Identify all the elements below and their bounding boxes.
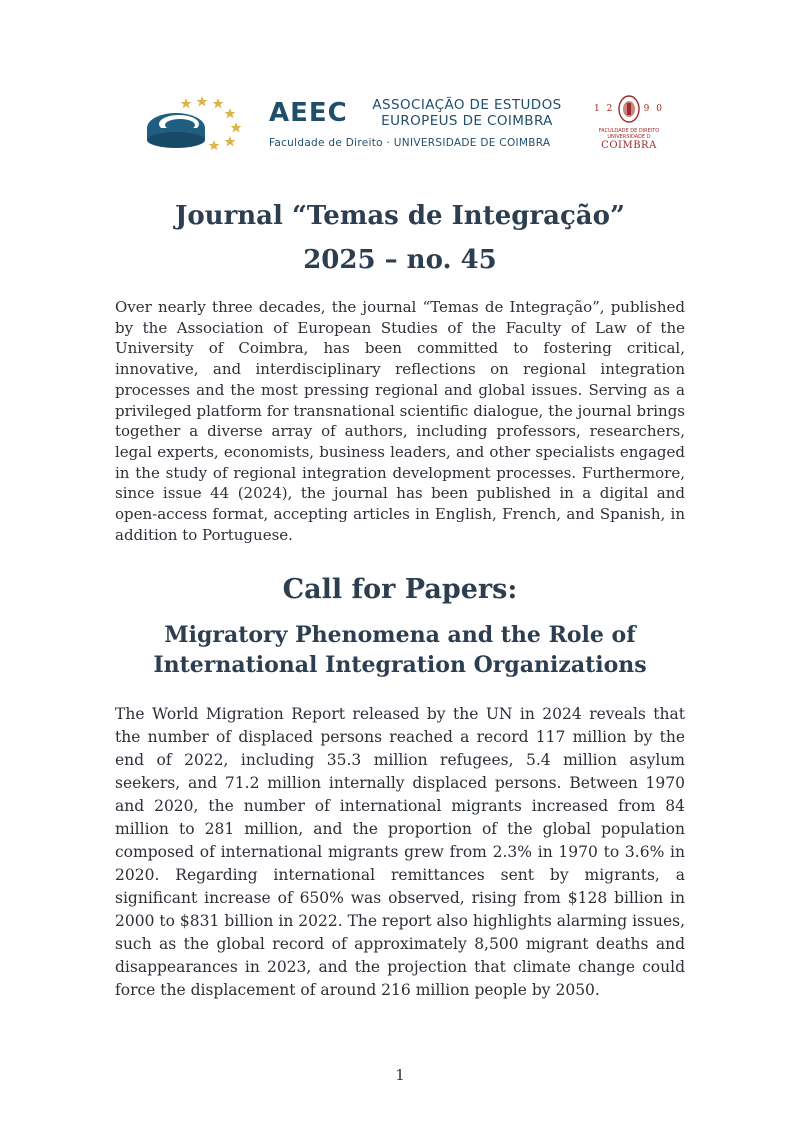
university-coimbra-logo — [594, 94, 664, 154]
uc-year-left: 1 2 — [594, 104, 615, 114]
aeec-acronym: AEEC — [269, 98, 348, 128]
association-name-line1: ASSOCIAÇÃO DE ESTUDOS — [372, 97, 562, 113]
journal-issue: 2025 – no. 45 — [303, 245, 497, 275]
intro-paragraph: Over nearly three decades, the journal “Temas de Integração”, published by the Association of European Studies of the Faculty of Law of the University of Coimbra, has been committed to fostering critical, innovative, and interdisciplinary reflections on regional integration processes and the most pressing regional and global issues. Serving as a privileged platform for transnational scientific dialogue, the journal brings together a diverse array of authors, including professors, researchers, legal experts, economists, business leaders, and other specialists engaged in the study of regional integration development processes. Furthermore, since issue 44 (2024), the journal has been published in a digital and open-access format, accepting articles in English, French, and Spanish, in addition to Portuguese. — [115, 298, 685, 544]
association-name — [372, 97, 562, 129]
aeec-emblem-logo — [146, 94, 244, 150]
journal-title: Journal “Temas de Integração” — [175, 201, 625, 231]
faculty-line: Faculdade de Direito · UNIVERSIDADE DE COIMBRA — [269, 137, 551, 149]
call-for-papers-heading: Call for Papers: — [282, 574, 518, 605]
page-number: 1 — [395, 1066, 405, 1084]
body-paragraph: The World Migration Report released by the UN in 2024 reveals that the number of displaced persons reached a record 117 million by the end of 2022, including 35.3 million refugees, 5.4 million asylum seekers, and 71.2 million internally displaced persons. Between 1970 and 2020, the number of international migrants increased from 84 million to 281 million, and the proportion of the global population composed of international migrants grew from 2.3% in 1970 to 3.6% in 2020. Regarding international remittances sent by migrants, a significant increase of 650% was observed, rising from $128 billion in 2000 to $831 billion in 2022. The report also highlights alarming issues, such as the global record of approximately 8,500 migrant deaths and disappearances in 2023, and the projection that climate change could force the displacement of around 216 million people by 2050. — [115, 705, 685, 999]
uc-university-label: UNIVERSIDADE D — [607, 134, 651, 140]
uc-year-right: 9 0 — [643, 104, 664, 114]
uc-faculty-text — [594, 128, 664, 140]
uc-city-label: COIMBRA — [601, 140, 657, 151]
call-subtitle-line1: Migratory Phenomena and the Role of — [164, 622, 636, 648]
page-header — [146, 94, 666, 156]
call-subtitle-line2: International Integration Organizations — [153, 652, 647, 678]
association-name-line2: EUROPEUS DE COIMBRA — [381, 113, 553, 129]
uc-faculty-label: FACULDADE DE DIREITO — [598, 128, 660, 134]
university-seal-icon — [618, 94, 640, 124]
